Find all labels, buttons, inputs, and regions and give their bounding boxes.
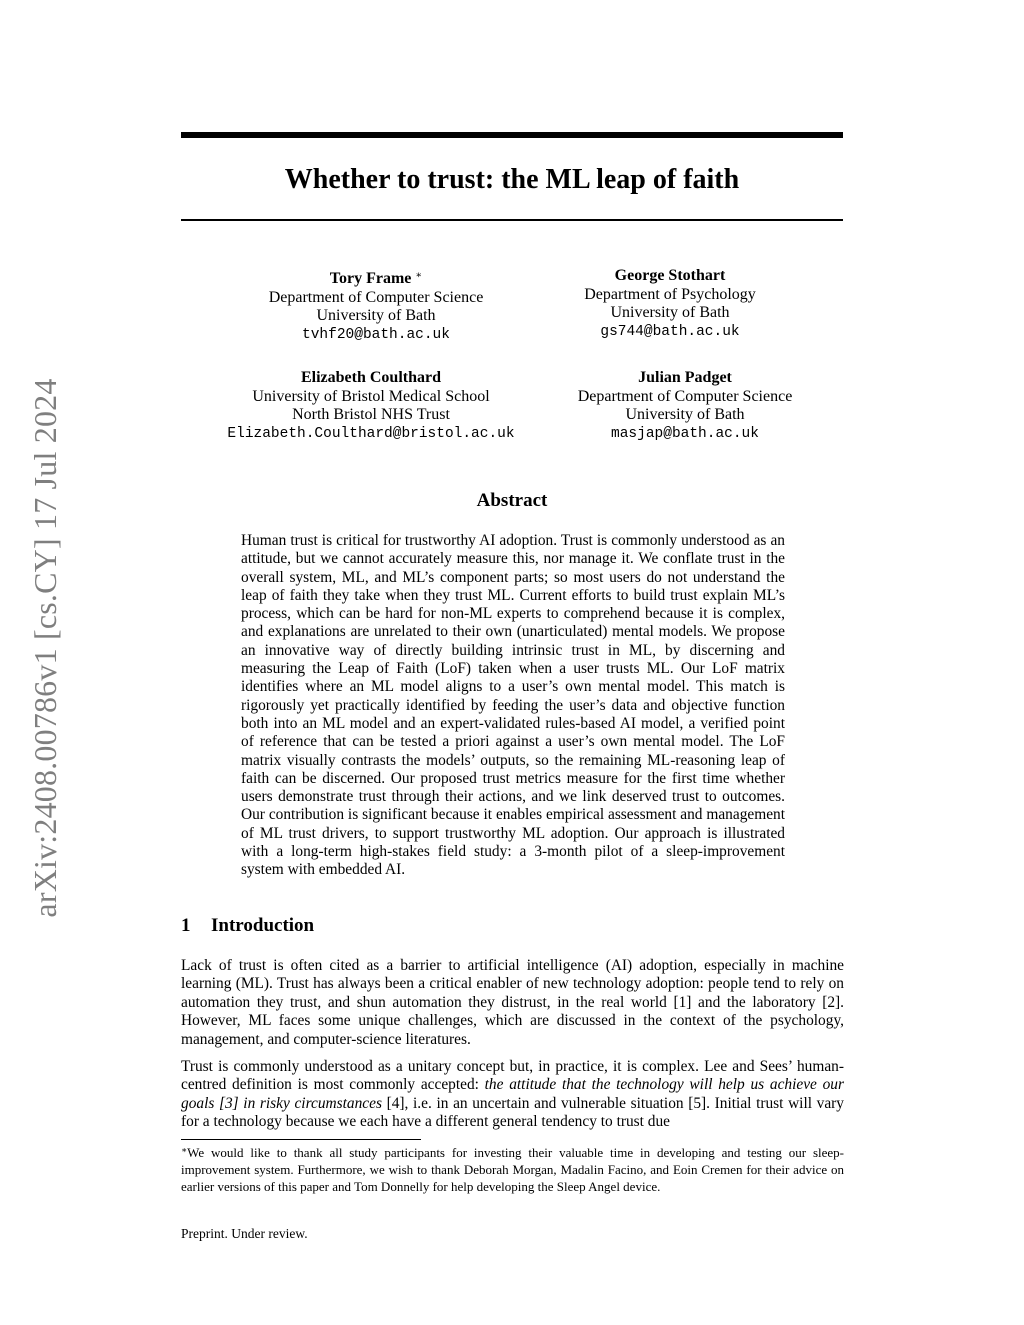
- title-bottom-rule: [181, 219, 843, 221]
- author-email[interactable]: masjap@bath.ac.uk: [611, 425, 759, 442]
- author-affiliation: Department of Computer Science: [268, 288, 484, 306]
- author-email[interactable]: tvhf20@bath.ac.uk: [302, 326, 450, 343]
- paragraph-text: Trust is commonly understood as a unitary concept but, in practice, it is complex. Lee and Sees’ human-centred definition is most commonly accepted:: [181, 1058, 844, 1094]
- author-block: [540, 369, 830, 443]
- paper-title: Whether to trust: the ML leap of faith: [284, 164, 740, 195]
- section-number: 1: [181, 915, 191, 936]
- author-name: George Stothart: [614, 267, 726, 284]
- author-affiliation: University of Bristol Medical School: [252, 387, 490, 405]
- italic-definition: the attitude that the technology will help us achieve our goals [3] in risky circumstances: [181, 1076, 844, 1112]
- author-affiliation: University of Bath: [316, 307, 436, 324]
- arxiv-identifier: arXiv:2408.00786v1 [cs.CY] 17 Jul 2024: [27, 378, 63, 918]
- section-title: Introduction: [211, 915, 315, 936]
- preprint-notice: Preprint. Under review.: [181, 1226, 308, 1241]
- author-name: Elizabeth Coulthard: [300, 369, 441, 386]
- author-email[interactable]: gs744@bath.ac.uk: [600, 323, 740, 340]
- body-paragraph: [181, 1058, 844, 1132]
- author-affiliation: Department of Psychology: [584, 285, 756, 303]
- footnote-marker: ∗: [415, 270, 423, 281]
- footnote-rule: [181, 1139, 421, 1140]
- section-heading: [181, 914, 843, 938]
- author-affiliation: University of Bath: [610, 304, 730, 321]
- author-block: [540, 267, 800, 341]
- author-affiliation: Department of Computer Science: [577, 387, 793, 405]
- author-affiliation: North Bristol NHS Trust: [292, 406, 450, 423]
- paragraph-text: [4], i.e. in an uncertain and vulnerable situation [5]. Initial trust will vary for a technology because we each have a different general tendency to trust due: [181, 1094, 844, 1131]
- author-name: Tory Frame: [329, 270, 412, 287]
- abstract-heading: Abstract: [476, 490, 548, 511]
- author-block: [231, 267, 521, 344]
- body-paragraph: Lack of trust is often cited as a barrier to artificial intelligence (AI) adoption, especially in machine learning (ML). Trust has always been a critical enabler of new technology adoption: people tend to rely on automation they trust, and shun automation they distrust, in the real world [1] and the laboratory [2]. However, ML faces some unique challenges, which are discussed in the context of the psychology, management, and computer-science literatures.: [181, 957, 844, 1048]
- author-affiliation: University of Bath: [625, 406, 745, 423]
- footnote-marker: ∗: [181, 1145, 188, 1155]
- title-top-rule: [181, 132, 843, 138]
- footnote: [181, 1142, 844, 1195]
- footnote-text: We would like to thank all study participants for investing their valuable time in developing and testing our sleep-improvement system. Furthermore, we wish to thank Deborah Morgan, Madalin Facino, and Eoin Cremen for their advice on earlier versions of this paper and Tom Donnelly for help developing the Sleep Angel device.: [181, 1145, 844, 1194]
- author-name: Julian Padget: [638, 369, 732, 386]
- author-email[interactable]: Elizabeth.Coulthard@bristol.ac.uk: [227, 425, 515, 442]
- abstract-text: Human trust is critical for trustworthy AI adoption. Trust is commonly understood as an attitude, but we cannot accurately measure this, nor manage it. We conflate trust in the overall system, ML, and ML’s component parts; so most users do not understand the leap of faith they take when they trust ML. Current efforts to build trust explain ML’s process, which can be hard for non-ML experts to comprehend because it is complex, and explanations are unrelated to their own (unarticulated) mental models. We propose an innovative way of directly building intrinsic trust in ML, by discerning and measuring the Leap of Faith (LoF) taken when a user trusts ML. Our LoF matrix identifies where an ML model aligns to a user’s own mental model. This match is rigorously yet practically identified by feeding the user’s data and objective function both into an ML model and an expert-validated rules-based AI model, a verified point of reference that can be tested a priori against a user’s own mental model. The LoF matrix visually contrasts the models’ outputs, so the remaining ML-reasoning leap of faith can be discerned. Our proposed trust metrics measure for the first time whether users demonstrate trust through their actions, and we link deserved trust to outcomes. Our contribution is significant because it enables empirical assessment and management of ML trust drivers, to support trustworthy ML adoption. Our approach is illustrated with a long-term high-stakes field study: a 3-month pilot of a sleep-improvement system with embedded AI.: [241, 532, 785, 879]
- author-block: [196, 369, 546, 443]
